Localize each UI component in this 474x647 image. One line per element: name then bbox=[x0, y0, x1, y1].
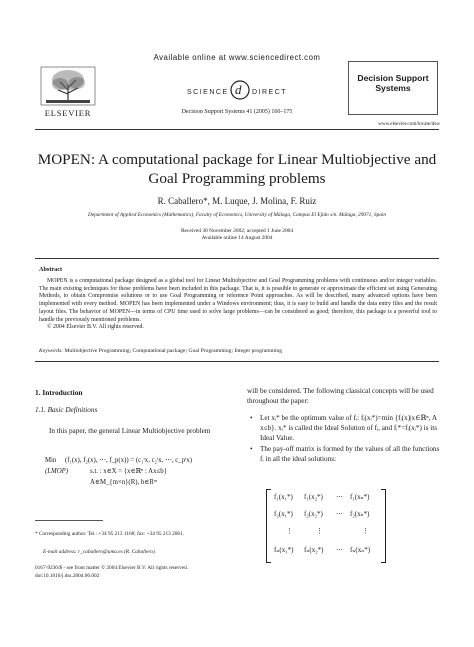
payoff-matrix bbox=[266, 487, 386, 565]
keywords-text: Multiobjective Programming; Computational package; Goal Programming; Integer programming bbox=[64, 348, 283, 354]
footnote-rule bbox=[35, 520, 103, 521]
section-heading: 1. Introduction bbox=[35, 388, 83, 397]
svg-text:d: d bbox=[235, 82, 242, 97]
definition-list bbox=[247, 413, 441, 465]
issn-block bbox=[35, 565, 235, 580]
subsection-heading: 1.1. Basic Definitions bbox=[35, 406, 98, 414]
lmop-equation bbox=[45, 456, 235, 489]
abstract-heading: Abstract bbox=[39, 266, 63, 273]
keywords-rule bbox=[35, 361, 439, 362]
eq-objective: (f₁(x), f₂(x), ⋯, f_p(x)) = (c₁ᵗx, c₂ᵗx, ⋯, c_pᵗx) bbox=[65, 457, 193, 464]
matrix-row bbox=[274, 527, 384, 538]
matrix-left-bracket bbox=[266, 489, 271, 563]
keywords-label: Keywords: bbox=[39, 348, 64, 354]
available-date: Available online 14 August 2004 bbox=[201, 235, 273, 241]
available-online-text: Available online at www.sciencedirect.com bbox=[153, 53, 321, 62]
journal-url: www.elsevier.com/locate/dsw bbox=[378, 121, 440, 127]
matrix-cell: fₙ(x₁*) bbox=[274, 546, 294, 554]
email-note: E-mail address: r_caballero@uma.es (R. Caballero). bbox=[43, 549, 157, 555]
abstract-body bbox=[39, 278, 437, 332]
corresponding-author-note: * Corresponding author. Tel.: +34 95 213 1168; fax: +34 95 213 2061. bbox=[35, 531, 185, 537]
elsevier-tree-logo bbox=[40, 66, 96, 106]
eq-constraint: s.t. : x∈X = {x∈ℝⁿ : Ax≤b} bbox=[90, 468, 167, 475]
author-list: R. Caballero*, M. Luque, J. Molina, F. Ruiz bbox=[157, 196, 317, 206]
matrix-cell: f₁(xₙ*) bbox=[350, 493, 370, 501]
abstract-text: MOPEN is a computational package designed as a global tool for Linear Multiobjective and Goal Programming problems with continuous and/or integer variables. The main existing techniques for these problems have been included in this package. That is, it is possible to generate or approximate the efficient set using Generating Methods, to obtain Compromise solutions or to use Goal Programming or reference Point approaches. As will be described, many advanced options have been implemented with every method. MOPEN has been implemented under a Windows environment; thus, it is easy to build and handle the data entry files and the result layout files. The behavior of MOPEN—in terms of CPU time used to solve large problems—can be considered as good; therefore, this package is a powerful tool to handle the previously mentioned problems. bbox=[39, 278, 437, 323]
matrix-cell: f₂(xₙ*) bbox=[350, 510, 370, 518]
matrix-cell: f₂(x₁*) bbox=[274, 510, 293, 518]
right-column-intro: will be considered. The following classical concepts will be used throughout the paper: bbox=[247, 387, 434, 405]
abstract-copyright: © 2004 Elsevier B.V. All rights reserved. bbox=[47, 324, 144, 331]
definition-payoff-matrix bbox=[247, 444, 441, 464]
sciencedirect-logo bbox=[185, 75, 295, 101]
bullet-text: Let xᵢ* be the optimum value of fᵢ: fᵢ(xᵢ*)=min {fᵢ(x)|x∈ℝⁿ, A x≤b}. xᵢ* is called the Ideal Solution of fᵢ, and fᵢ*=fᵢ(xᵢ*) is its Ideal Value. bbox=[260, 414, 438, 442]
matrix-row bbox=[274, 546, 384, 557]
bullet-text: The pay-off matrix is formed by the values of all the functions fᵢ in all the ideal solutions: bbox=[260, 445, 440, 463]
matrix-row bbox=[274, 510, 384, 521]
received-date: Received 30 November 2002; accepted 1 June 2004 bbox=[180, 228, 294, 234]
journal-logo-box bbox=[348, 61, 438, 115]
matrix-cell: fₙ(xₙ*) bbox=[350, 546, 371, 554]
doi-line: doi:10.1016/j.dss.2004.06.002 bbox=[35, 572, 100, 579]
matrix-cell: ⋯ bbox=[336, 510, 343, 518]
eq-min-label: Min bbox=[45, 457, 57, 464]
matrix-cell: ⋮ bbox=[362, 527, 369, 535]
abstract-rule bbox=[35, 258, 439, 259]
matrix-cell: ⋯ bbox=[336, 493, 343, 501]
matrix-cell: fₙ(x₂*) bbox=[304, 546, 324, 554]
keywords-line bbox=[39, 348, 437, 354]
bullet-dot-icon: • bbox=[250, 445, 253, 453]
matrix-cell: ⋮ bbox=[316, 527, 323, 535]
publisher-name: ELSEVIER bbox=[44, 108, 92, 118]
issn-line: 0167-9236/$ - see front matter © 2004 Elsevier B.V. All rights reserved. bbox=[35, 565, 189, 571]
eq-lmop-label: (LMOP) bbox=[45, 468, 69, 475]
matrix-cell: f₂(x₂*) bbox=[304, 510, 323, 518]
matrix-cell: ⋮ bbox=[286, 527, 293, 535]
matrix-row bbox=[274, 493, 384, 504]
article-title: MOPEN: A computational package for Linear Multiobjective and Goal Programming problems bbox=[37, 151, 437, 187]
journal-name-line1: Decision Support bbox=[357, 73, 429, 83]
journal-reference: Decision Support Systems 41 (2005) 160–175 bbox=[181, 109, 293, 115]
matrix-cell: f₁(x₂*) bbox=[304, 493, 323, 501]
matrix-cell: f₁(x₁*) bbox=[274, 493, 293, 501]
logo-word-direct: DIRECT bbox=[252, 89, 288, 96]
header-rule bbox=[35, 129, 439, 130]
author-affiliation: Department of Applied Economics (Mathematics), Faculty of Economics, University of Málaga, Campus El Ejido s/n. Málaga, 29071, Spain bbox=[87, 212, 387, 218]
journal-name-line2: Systems bbox=[375, 83, 411, 93]
bullet-dot-icon: • bbox=[250, 414, 253, 422]
article-dates bbox=[0, 228, 474, 242]
eq-matrix-spec: A∈M_{m×n}(R), b∈Rᵐ bbox=[90, 479, 158, 486]
logo-word-science: SCIENCE bbox=[187, 89, 229, 96]
intro-paragraph: In this paper, the general Linear Multiobjective problem bbox=[49, 427, 211, 435]
definition-ideal-solution bbox=[247, 413, 441, 443]
matrix-cell: ⋯ bbox=[336, 546, 343, 554]
